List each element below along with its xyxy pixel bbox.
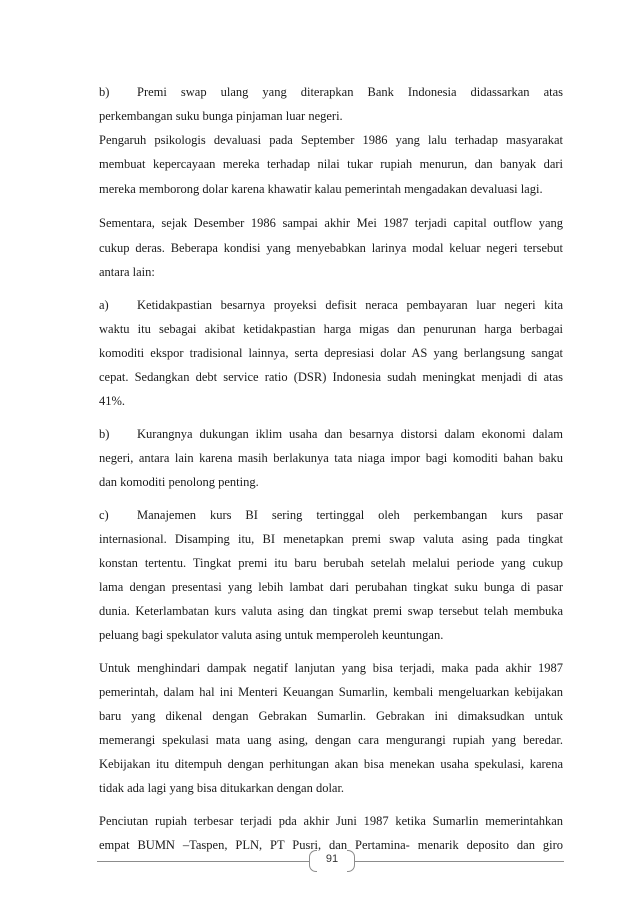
paragraph-line: negeri, antara lain karena masih berlakunya tata niaga impor bagi komoditi bahan baku [99,451,563,465]
paragraph-line: konstan tertentu. Tingkat premi itu baru berubah setelah melalui periode yang cukup [99,556,563,570]
paragraph-line: Kurangnya dukungan iklim usaha dan besarnya distorsi dalam ekonomi dalam [137,427,563,441]
paragraph-line: membuat kepercayaan mereka terhadap nilai tukar rupiah menurun, dan banyak dari [99,157,563,171]
paragraph-line: memerangi spekulasi mata uang asing, dengan cara mengurangi rupiah yang beredar. [99,733,563,747]
paragraph-line: 41%. [99,394,126,408]
paragraph-line: dan komoditi penolong penting. [99,475,259,489]
paragraph-line: Untuk menghindari dampak negatif lanjutan yang bisa terjadi, maka pada akhir 1987 [99,661,563,675]
paragraph-line: tidak ada lagi yang bisa ditukarkan dengan dolar. [99,781,345,795]
paragraph-line: peluang bagi spekulator valuta asing untuk memperoleh keuntungan. [99,628,444,642]
paragraph-line: waktu itu sebagai akibat ketidakpastian harga migas dan penurunan harga berbagai [99,322,563,336]
paragraph-line: Premi swap ulang yang diterapkan Bank Indonesia didassarkan atas [137,85,563,99]
paragraph-line: cepat. Sedangkan debt service ratio (DSR) Indonesia sudah meningkat menjadi di atas [99,370,563,384]
paragraph-line: perkembangan suku bunga pinjaman luar negeri. [99,109,343,123]
paragraph-line: cukup deras. Beberapa kondisi yang menyebabkan larinya modal keluar negeri tersebut [99,241,563,255]
paragraph-line: pemerintah, dalam hal ini Menteri Keuangan Sumarlin, kembali mengeluarkan kebijakan [99,685,563,699]
paragraph-line: antara lain: [99,265,155,279]
paragraph-line: baru yang dikenal dengan Gebrakan Sumarlin. Gebrakan ini dimaksudkan untuk [99,709,563,723]
paragraph-line: lama dengan presentasi yang lebih lambat dari perubahan tingkat suku bunga di pasar [99,580,563,594]
footer-rule-right [355,861,564,862]
list-marker: b) [99,85,110,99]
page-number: 91 [325,853,339,865]
paragraph-line: komoditi ekspor tradisional lainnya, serta depresiasi dolar AS yang berlangsung sangat [99,346,563,360]
footer-bracket-right [347,850,355,872]
paragraph-line: Sementara, sejak Desember 1986 sampai akhir Mei 1987 terjadi capital outflow yang [99,216,563,230]
list-marker: c) [99,508,109,522]
paragraph-line: mereka memborong dolar karena khawatir kalau pemerintah mengadakan devaluasi lagi. [99,182,543,196]
footer-rule-left [97,861,309,862]
paragraph-line: Ketidakpastian besarnya proyeksi defisit neraca pembayaran luar negeri kita [137,298,563,312]
paragraph-line: dunia. Keterlambatan kurs valuta asing dan tingkat premi swap tersebut telah membuka [99,604,563,618]
paragraph-line: internasional. Disamping itu, BI menetapkan premi swap valuta asing pada tingkat [99,532,563,546]
paragraph-line: empat BUMN –Taspen, PLN, PT Pusri, dan Pertamina- menarik deposito dan giro [99,838,563,852]
list-marker: b) [99,427,110,441]
paragraph-line: Pengaruh psikologis devaluasi pada September 1986 yang lalu terhadap masyarakat [99,133,563,147]
list-marker: a) [99,298,109,312]
footer-bracket-left [309,850,317,872]
paragraph-line: Penciutan rupiah terbesar terjadi pda akhir Juni 1987 ketika Sumarlin memerintahkan [99,814,563,828]
paragraph-line: Kebijakan itu ditempuh dengan perhitungan akan bisa menekan usaha spekulasi, karena [99,757,563,771]
paragraph-line: Manajemen kurs BI sering tertinggal oleh perkembangan kurs pasar [137,508,563,522]
